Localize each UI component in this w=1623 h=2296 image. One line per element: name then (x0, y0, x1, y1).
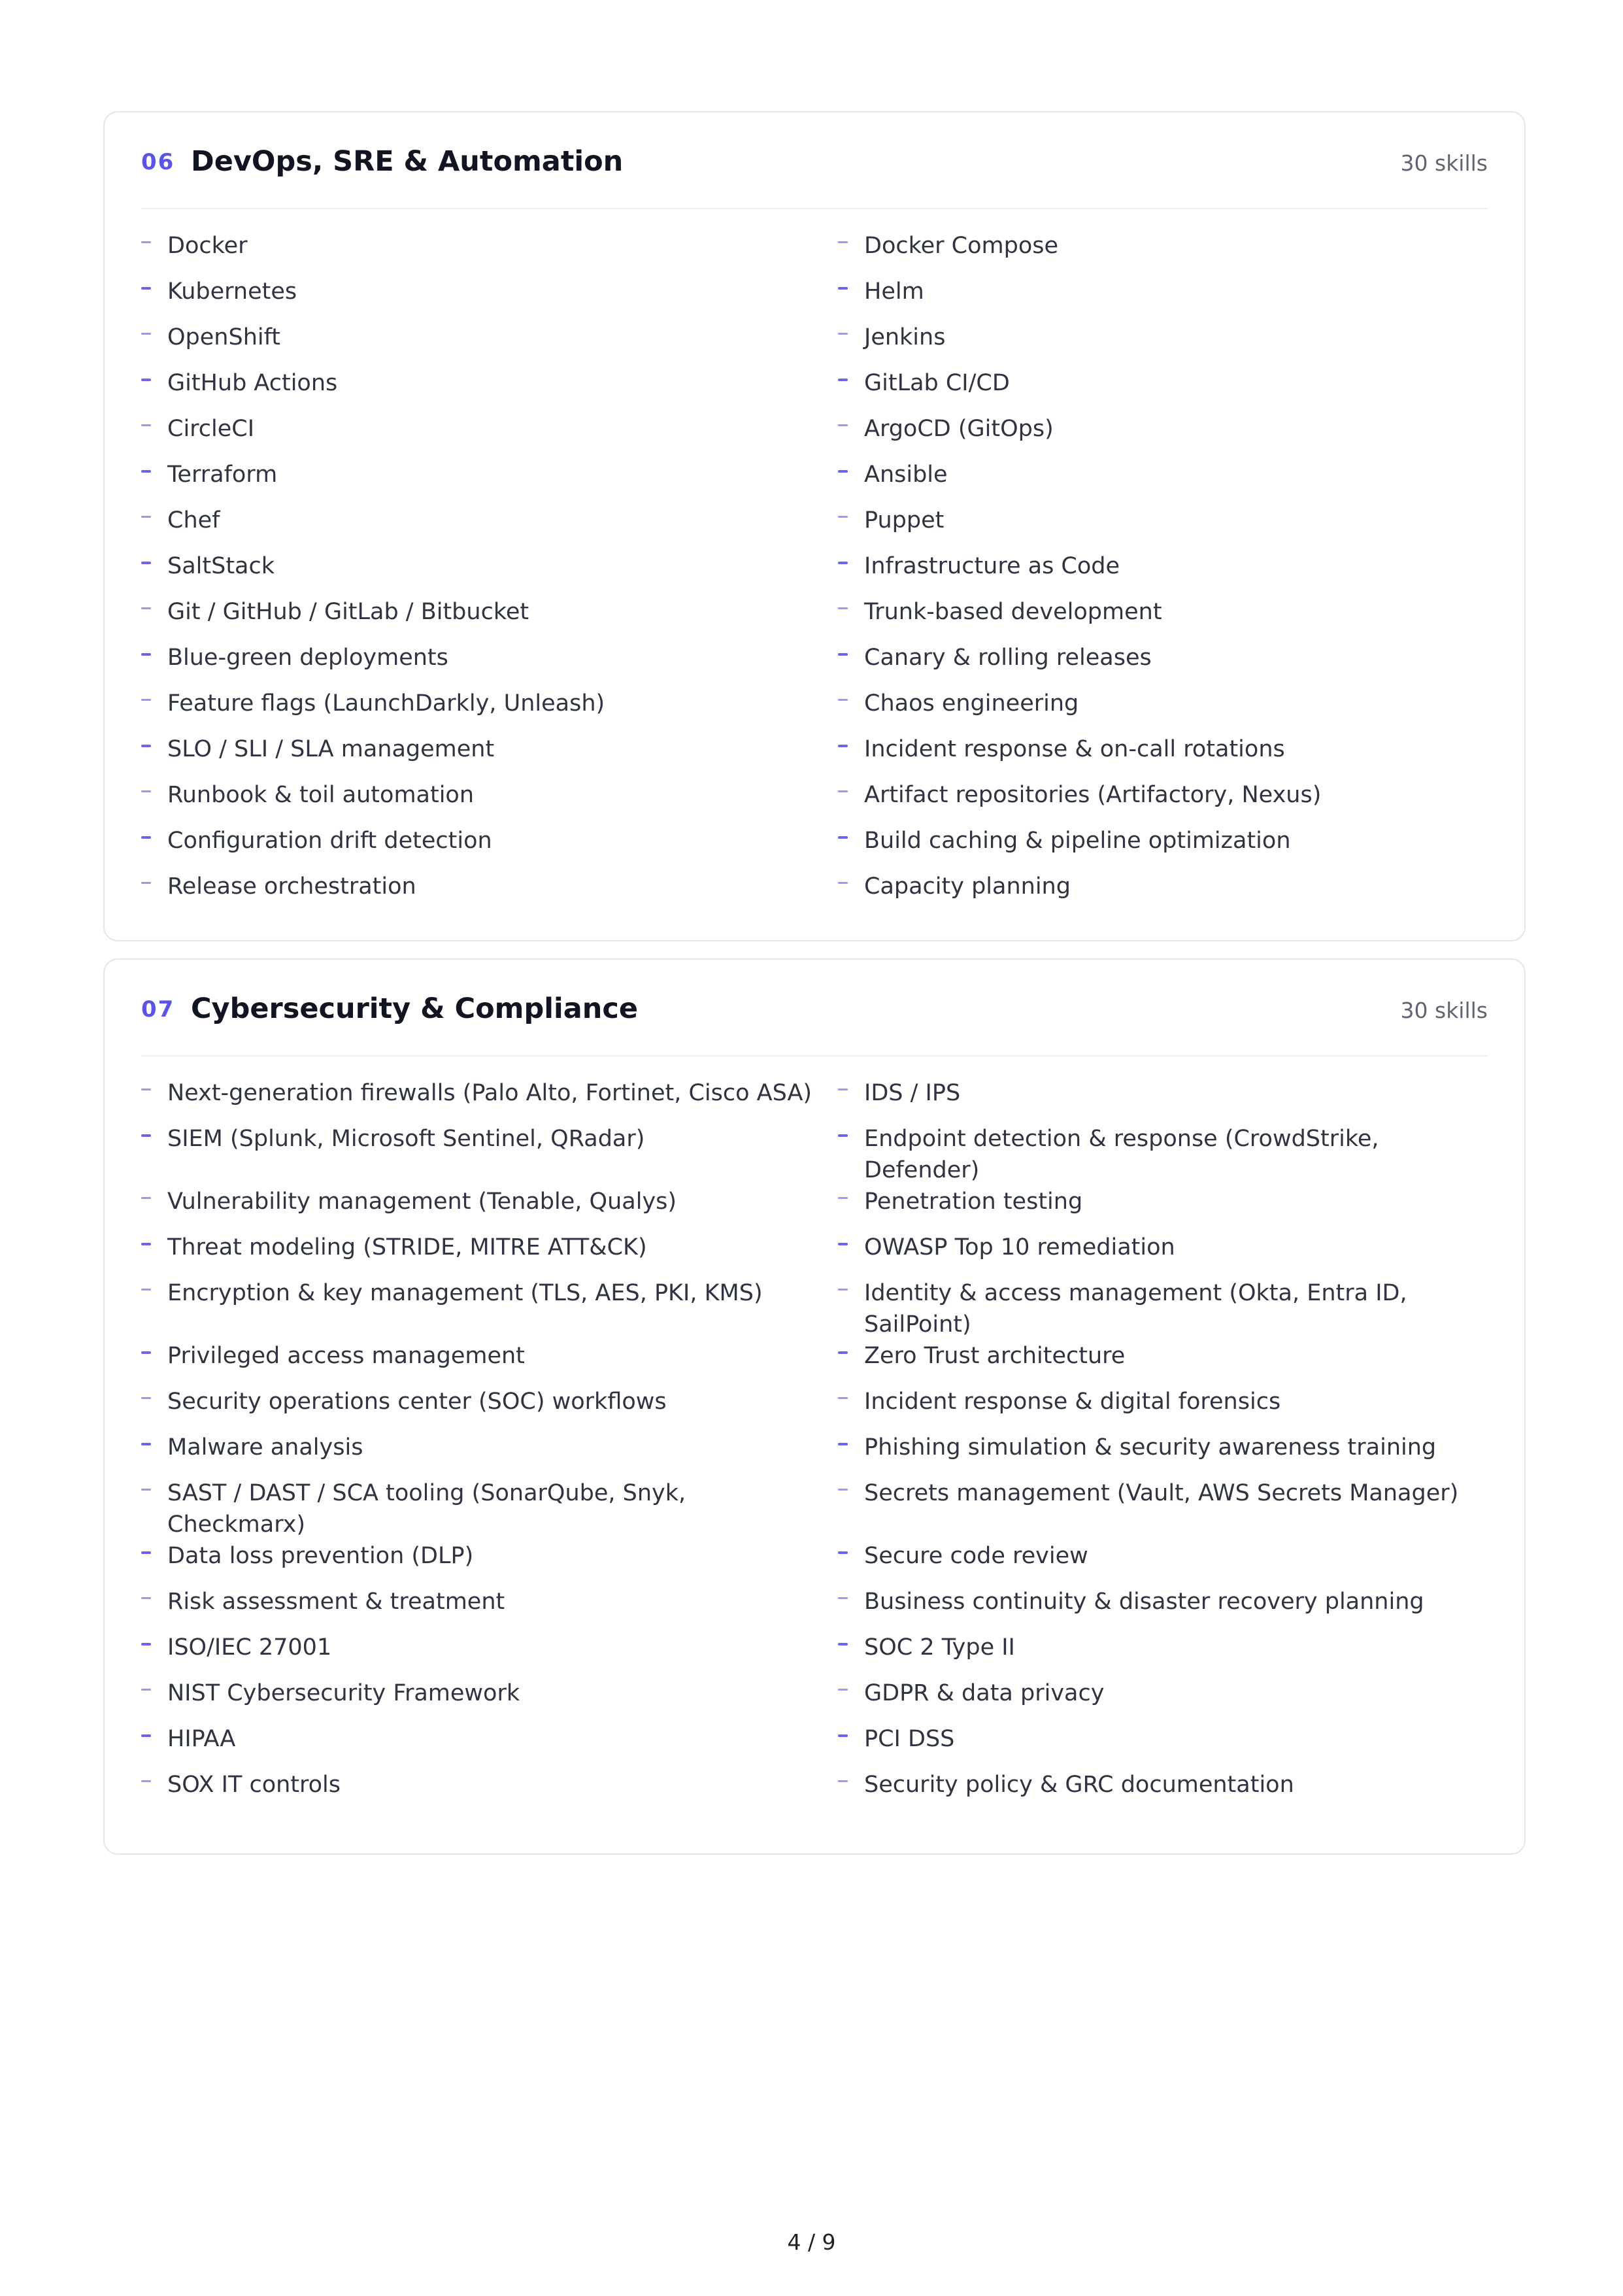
skill-item: Terraform (141, 459, 838, 505)
skill-item: Infrastructure as Code (838, 550, 1492, 596)
page-indicator: 4 / 9 (787, 2229, 836, 2255)
skill-item: OpenShift (141, 322, 838, 367)
skill-item: Threat modeling (STRIDE, MITRE ATT&CK) (141, 1232, 838, 1277)
skill-item: Data loss prevention (DLP) (141, 1540, 838, 1586)
skill-item: ISO/IEC 27001 (141, 1632, 838, 1678)
skill-item: SOC 2 Type II (838, 1632, 1492, 1678)
section-title: DevOps, SRE & Automation (191, 145, 624, 178)
skill-item: Incident response & on-call rotations (838, 734, 1492, 779)
skill-item: GitHub Actions (141, 367, 838, 413)
skill-item: Artifact repositories (Artifactory, Nexus) (838, 779, 1492, 825)
skill-count: 30 skills (1400, 150, 1488, 176)
skill-item: Feature flags (LaunchDarkly, Unleash) (141, 688, 838, 734)
skill-item: Encryption & key management (TLS, AES, PKI, KMS) (141, 1277, 838, 1340)
skill-item: Endpoint detection & response (CrowdStrike, Defender) (838, 1123, 1492, 1186)
skill-item: Configuration drift detection (141, 825, 838, 871)
skill-item: Penetration testing (838, 1186, 1492, 1232)
skill-item: OWASP Top 10 remediation (838, 1232, 1492, 1277)
skill-item: Business continuity & disaster recovery planning (838, 1586, 1492, 1632)
skill-item: SaltStack (141, 550, 838, 596)
skill-list (141, 1077, 1488, 1815)
skill-item: Jenkins (838, 322, 1492, 367)
skill-item: Capacity planning (838, 871, 1492, 917)
skill-item: Chaos engineering (838, 688, 1492, 734)
skill-item: Security operations center (SOC) workflows (141, 1386, 838, 1432)
skill-item: Canary & rolling releases (838, 642, 1492, 688)
section-card-devops (103, 111, 1526, 941)
skill-item: Helm (838, 276, 1492, 322)
skill-item: Ansible (838, 459, 1492, 505)
skill-item: Blue-green deployments (141, 642, 838, 688)
section-number: 07 (141, 996, 175, 1022)
section-title: Cybersecurity & Compliance (191, 992, 639, 1025)
skill-item: NIST Cybersecurity Framework (141, 1678, 838, 1723)
skill-item: PCI DSS (838, 1723, 1492, 1769)
skill-item: Docker (141, 230, 838, 276)
skill-item: IDS / IPS (838, 1077, 1492, 1123)
skill-item: ArgoCD (GitOps) (838, 413, 1492, 459)
skill-item: Secrets management (Vault, AWS Secrets Manager) (838, 1477, 1492, 1540)
skill-item: GDPR & data privacy (838, 1678, 1492, 1723)
section-number: 06 (141, 149, 175, 175)
skill-item: Incident response & digital forensics (838, 1386, 1492, 1432)
skill-item: Privileged access management (141, 1340, 838, 1386)
skill-item: Docker Compose (838, 230, 1492, 276)
skill-item: SOX IT controls (141, 1769, 838, 1815)
skill-item: Security policy & GRC documentation (838, 1769, 1492, 1815)
section-card-cybersecurity (103, 958, 1526, 1855)
skill-list (141, 230, 1488, 917)
skill-item: Vulnerability management (Tenable, Qualys) (141, 1186, 838, 1232)
skill-item: Release orchestration (141, 871, 838, 917)
skill-item: Risk assessment & treatment (141, 1586, 838, 1632)
skill-item: Identity & access management (Okta, Entra ID, SailPoint) (838, 1277, 1492, 1340)
skill-item: Zero Trust architecture (838, 1340, 1492, 1386)
skill-item: CircleCI (141, 413, 838, 459)
skill-item: Kubernetes (141, 276, 838, 322)
skill-item: Malware analysis (141, 1432, 838, 1477)
skill-item: HIPAA (141, 1723, 838, 1769)
section-header (141, 112, 1488, 209)
skill-item: Git / GitHub / GitLab / Bitbucket (141, 596, 838, 642)
skill-item: SIEM (Splunk, Microsoft Sentinel, QRadar) (141, 1123, 838, 1186)
skill-item: Chef (141, 505, 838, 550)
skill-item: Next-generation firewalls (Palo Alto, Fortinet, Cisco ASA) (141, 1077, 838, 1123)
skill-item: GitLab CI/CD (838, 367, 1492, 413)
skill-item: Phishing simulation & security awareness training (838, 1432, 1492, 1477)
skill-item: SLO / SLI / SLA management (141, 734, 838, 779)
skill-item: Runbook & toil automation (141, 779, 838, 825)
skill-item: Trunk-based development (838, 596, 1492, 642)
skill-item: Secure code review (838, 1540, 1492, 1586)
skill-item: Build caching & pipeline optimization (838, 825, 1492, 871)
section-header (141, 960, 1488, 1056)
skill-item: SAST / DAST / SCA tooling (SonarQube, Snyk, Checkmarx) (141, 1477, 838, 1540)
skill-count: 30 skills (1400, 998, 1488, 1023)
skill-item: Puppet (838, 505, 1492, 550)
